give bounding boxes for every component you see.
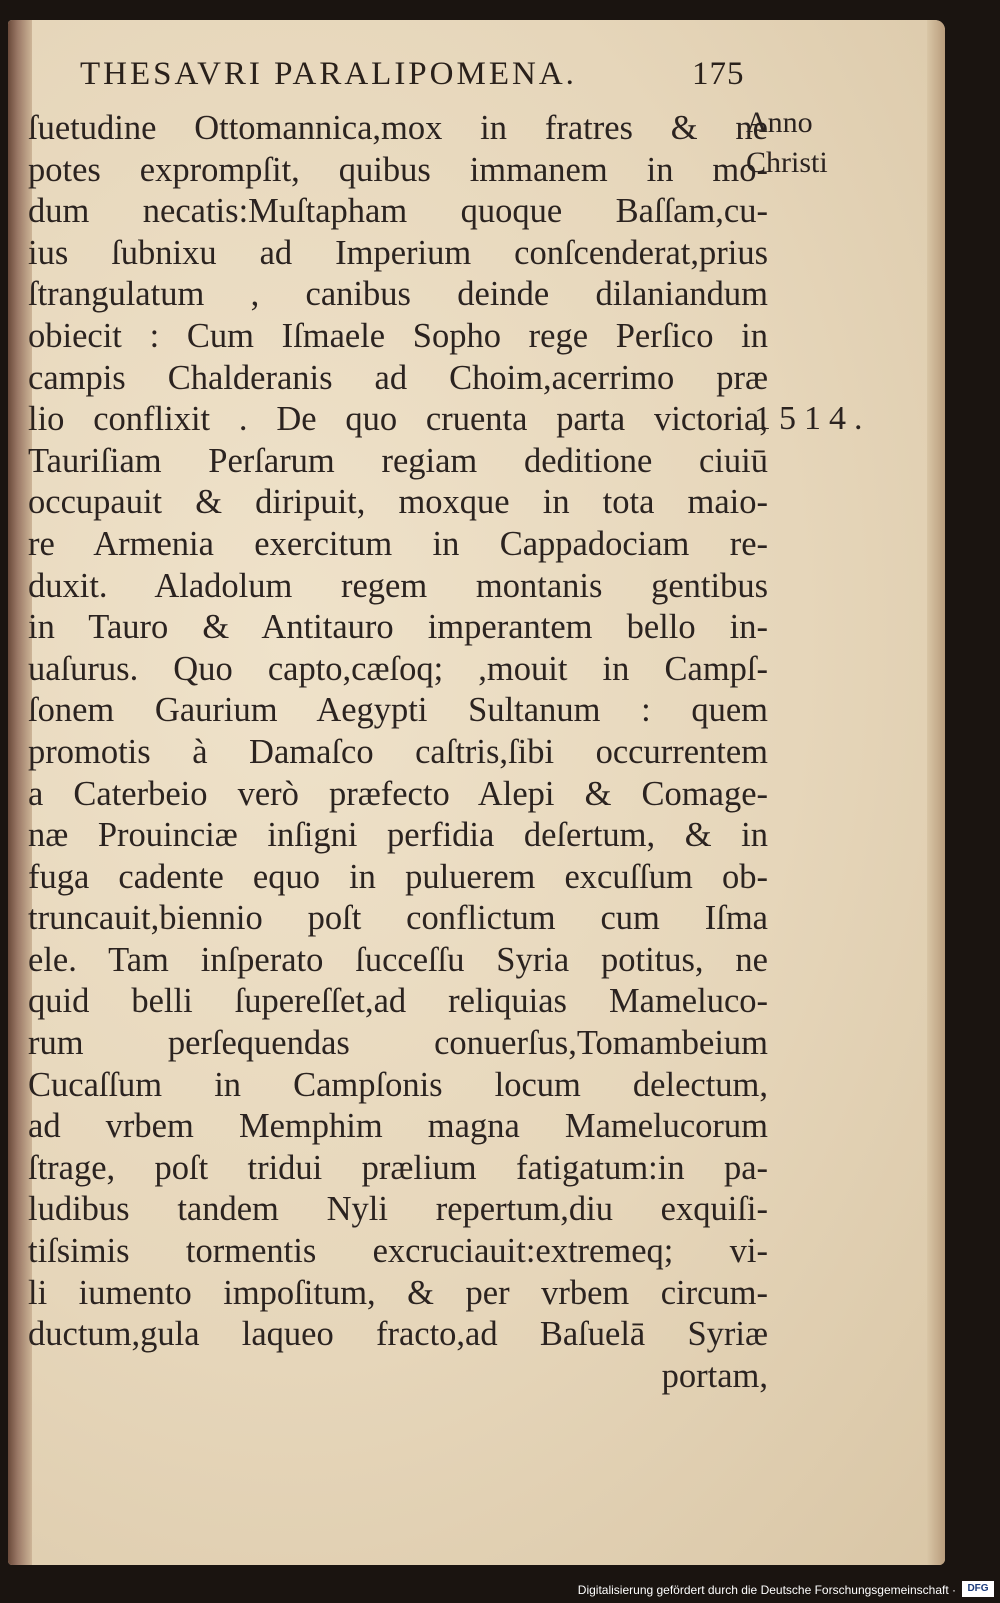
text-line: ele. Tam inſperato ſucceſſu Syria potitus, ne — [28, 940, 768, 979]
text-line: portam, — [661, 1356, 768, 1395]
digitization-credit: Digitalisierung gefördert durch die Deutsche Forschungsgemeinschaft · — [577, 1583, 956, 1597]
text-line: rum perſequendas conuerſus,Tomambeium — [28, 1024, 768, 1063]
text-line: li iumento impoſitum, & per vrbem circum- — [28, 1273, 768, 1312]
text-line: ſuetudine Ottomannica,mox in fratres & ne — [28, 109, 768, 147]
text-line: næ Prouinciæ inſigni perfidia deſertum, & in — [28, 816, 768, 855]
text-line: lio conflixit . De quo cruenta parta victoria, — [28, 400, 768, 439]
text-line: Tauriſiam Perſarum regiam deditione ciuiū — [28, 441, 768, 480]
body-text — [28, 108, 768, 1397]
text-line: Cucaſſum in Campſonis locum delectum, — [28, 1065, 768, 1104]
margin-note-year: 1514. — [754, 400, 871, 437]
margin-note-anno: Anno — [746, 106, 813, 139]
book-page — [8, 20, 945, 1565]
text-line: truncauit,biennio poſt conflictum cum Iſma — [28, 899, 768, 938]
text-line: dum necatis:Muſtapham quoque Baſſam,cu- — [28, 192, 768, 231]
text-line: in Tauro & Antitauro imperantem bello in- — [28, 608, 768, 647]
text-line: duxit. Aladolum regem montanis gentibus — [28, 566, 768, 605]
running-head — [80, 56, 780, 93]
text-line: ductum,gula laqueo fracto,ad Baſuelā Syriæ — [28, 1315, 768, 1354]
page-edge — [927, 20, 945, 1565]
text-line: ad vrbem Memphim magna Mamelucorum — [28, 1107, 768, 1146]
text-line: re Armenia exercitum in Cappadociam re- — [28, 524, 768, 563]
dfg-logo: DFG — [962, 1581, 994, 1597]
text-line: occupauit & diripuit, moxque in tota maio- — [28, 483, 768, 522]
margin-note-christi: Christi — [746, 146, 828, 179]
text-line: tiſsimis tormentis excruciauit:extremeq; vi- — [28, 1232, 768, 1271]
text-line: ſonem Gaurium Aegypti Sultanum : quem — [28, 691, 768, 730]
running-head-title: THESAVRI PARALIPOMENA. — [80, 56, 577, 92]
text-line: potes exprompſit, quibus immanem in mo- — [28, 150, 768, 189]
text-line: ius ſubnixu ad Imperium conſcenderat,prius — [28, 233, 768, 272]
page-number: 175 — [692, 56, 745, 92]
text-line: fuga cadente equo in puluerem excuſſum ob- — [28, 857, 768, 896]
text-line: a Caterbeio verò præfecto Alepi & Comage- — [28, 774, 768, 813]
text-line: promotis à Damaſco caſtris,ſibi occurrentem — [28, 732, 768, 771]
text-line: campis Chalderanis ad Choim,acerrimo præ — [28, 358, 768, 397]
text-line: ſtrage, poſt tridui prælium fatigatum:in pa- — [28, 1148, 768, 1187]
text-line: uaſurus. Quo capto,cæſoq; ,mouit in Campſ- — [28, 649, 768, 688]
text-line: ludibus tandem Nyli repertum,diu exquiſi- — [28, 1190, 768, 1229]
text-line: quid belli ſupereſſet,ad reliquias Mameluco- — [28, 982, 768, 1021]
text-line: obiecit : Cum Iſmaele Sopho rege Perſico in — [28, 316, 768, 355]
text-line: ſtrangulatum , canibus deinde dilaniandum — [28, 275, 768, 314]
